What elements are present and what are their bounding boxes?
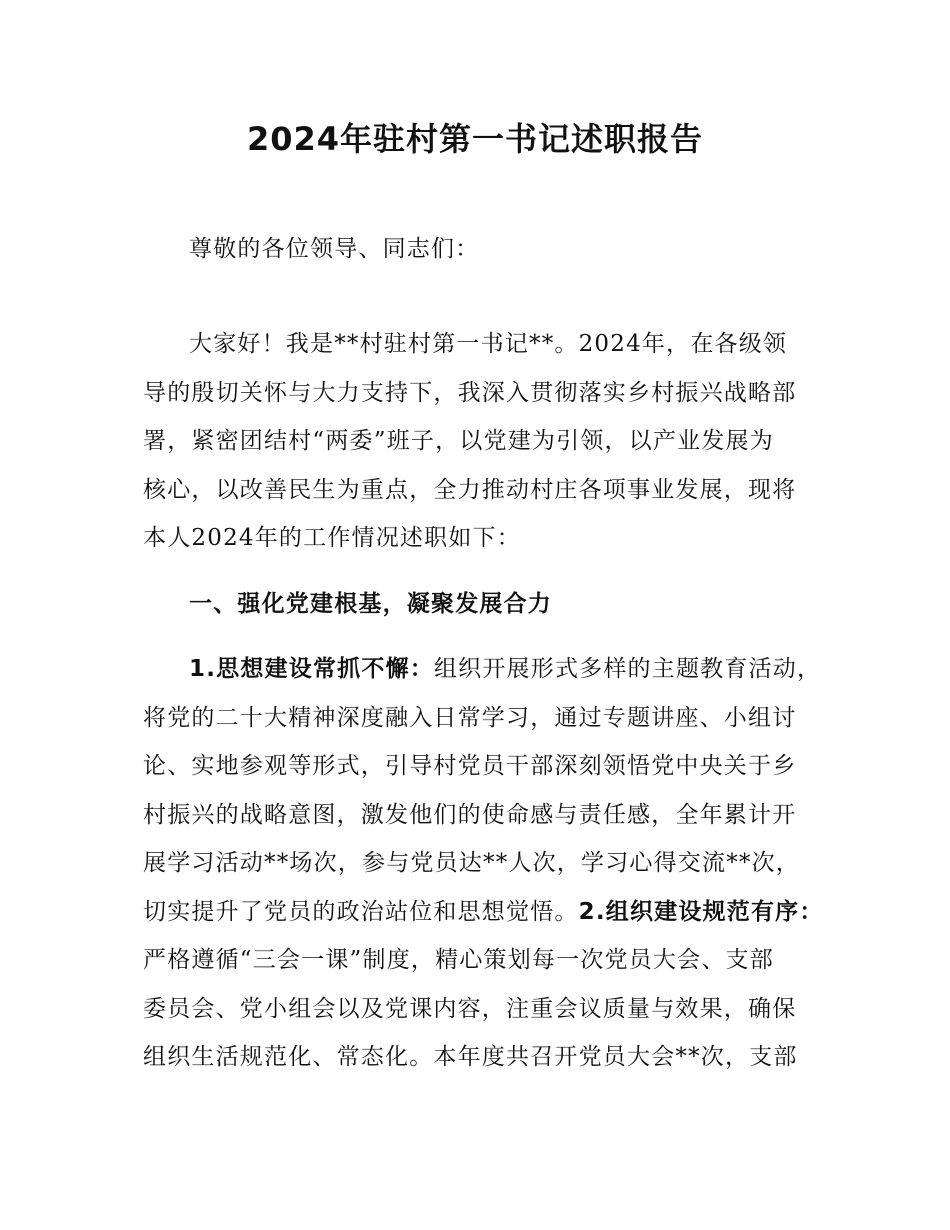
item-1-first-line	[143, 645, 828, 694]
item-1-last-line-prefix: 切实提升了党员的政治站位和思想觉悟。	[143, 898, 579, 925]
intro-line: 署，紧密团结村“两委”班子，以党建为引领，以产业发展为	[143, 428, 774, 454]
item-2-line: 委员会、党小组会以及党课内容，注重会议质量与效果，确保	[143, 995, 797, 1022]
salutation	[143, 225, 828, 274]
salutation-text: 尊敬的各位领导、同志们：	[189, 236, 480, 262]
item-1-last-line	[143, 888, 828, 937]
intro-line: 核心，以改善民生为重点，全力推动村庄各项事业发展，现将	[143, 476, 797, 503]
item-2-label: 2.组织建设规范有序：	[578, 898, 824, 925]
item-1-first-line-rest: 组织开展形式多样的主题教育活动，	[433, 656, 822, 682]
intro-line: 大家好！我是**村驻村第一书记**。2024年，在各级领	[189, 331, 788, 357]
section-1-heading: 一、强化党建根基，凝聚发展合力	[189, 591, 552, 617]
section-1-paragraph	[143, 645, 828, 1082]
intro-paragraph	[143, 320, 828, 563]
item-1-line: 展学习活动**场次，参与党员达**人次，学习心得交流**次，	[143, 850, 800, 876]
item-1-line: 论、实地参观等形式，引导村党员干部深刻领悟党中央关于乡	[143, 753, 797, 779]
item-2-line: 组织生活规范化、常态化。本年度共召开党员大会**次，支部	[143, 1044, 798, 1070]
item-1-line: 村振兴的战略意图，激发他们的使命感与责任感，全年累计开	[143, 801, 797, 828]
section-heading	[143, 580, 828, 629]
intro-line: 本人2024年的工作情况述职如下：	[143, 525, 521, 551]
item-1-line: 将党的二十大精神深度融入日常学习，通过专题讲座、小组讨	[143, 704, 797, 731]
item-2-line: 严格遵循“三会一课”制度，精心策划每一次党员大会、支部	[143, 947, 774, 973]
item-1-label: 1.思想建设常抓不懈：	[189, 656, 434, 682]
document-title: 2024年驻村第一书记述职报告	[246, 120, 704, 158]
intro-line: 导的殷切关怀与大力支持下，我深入贯彻落实乡村振兴战略部	[143, 379, 797, 406]
